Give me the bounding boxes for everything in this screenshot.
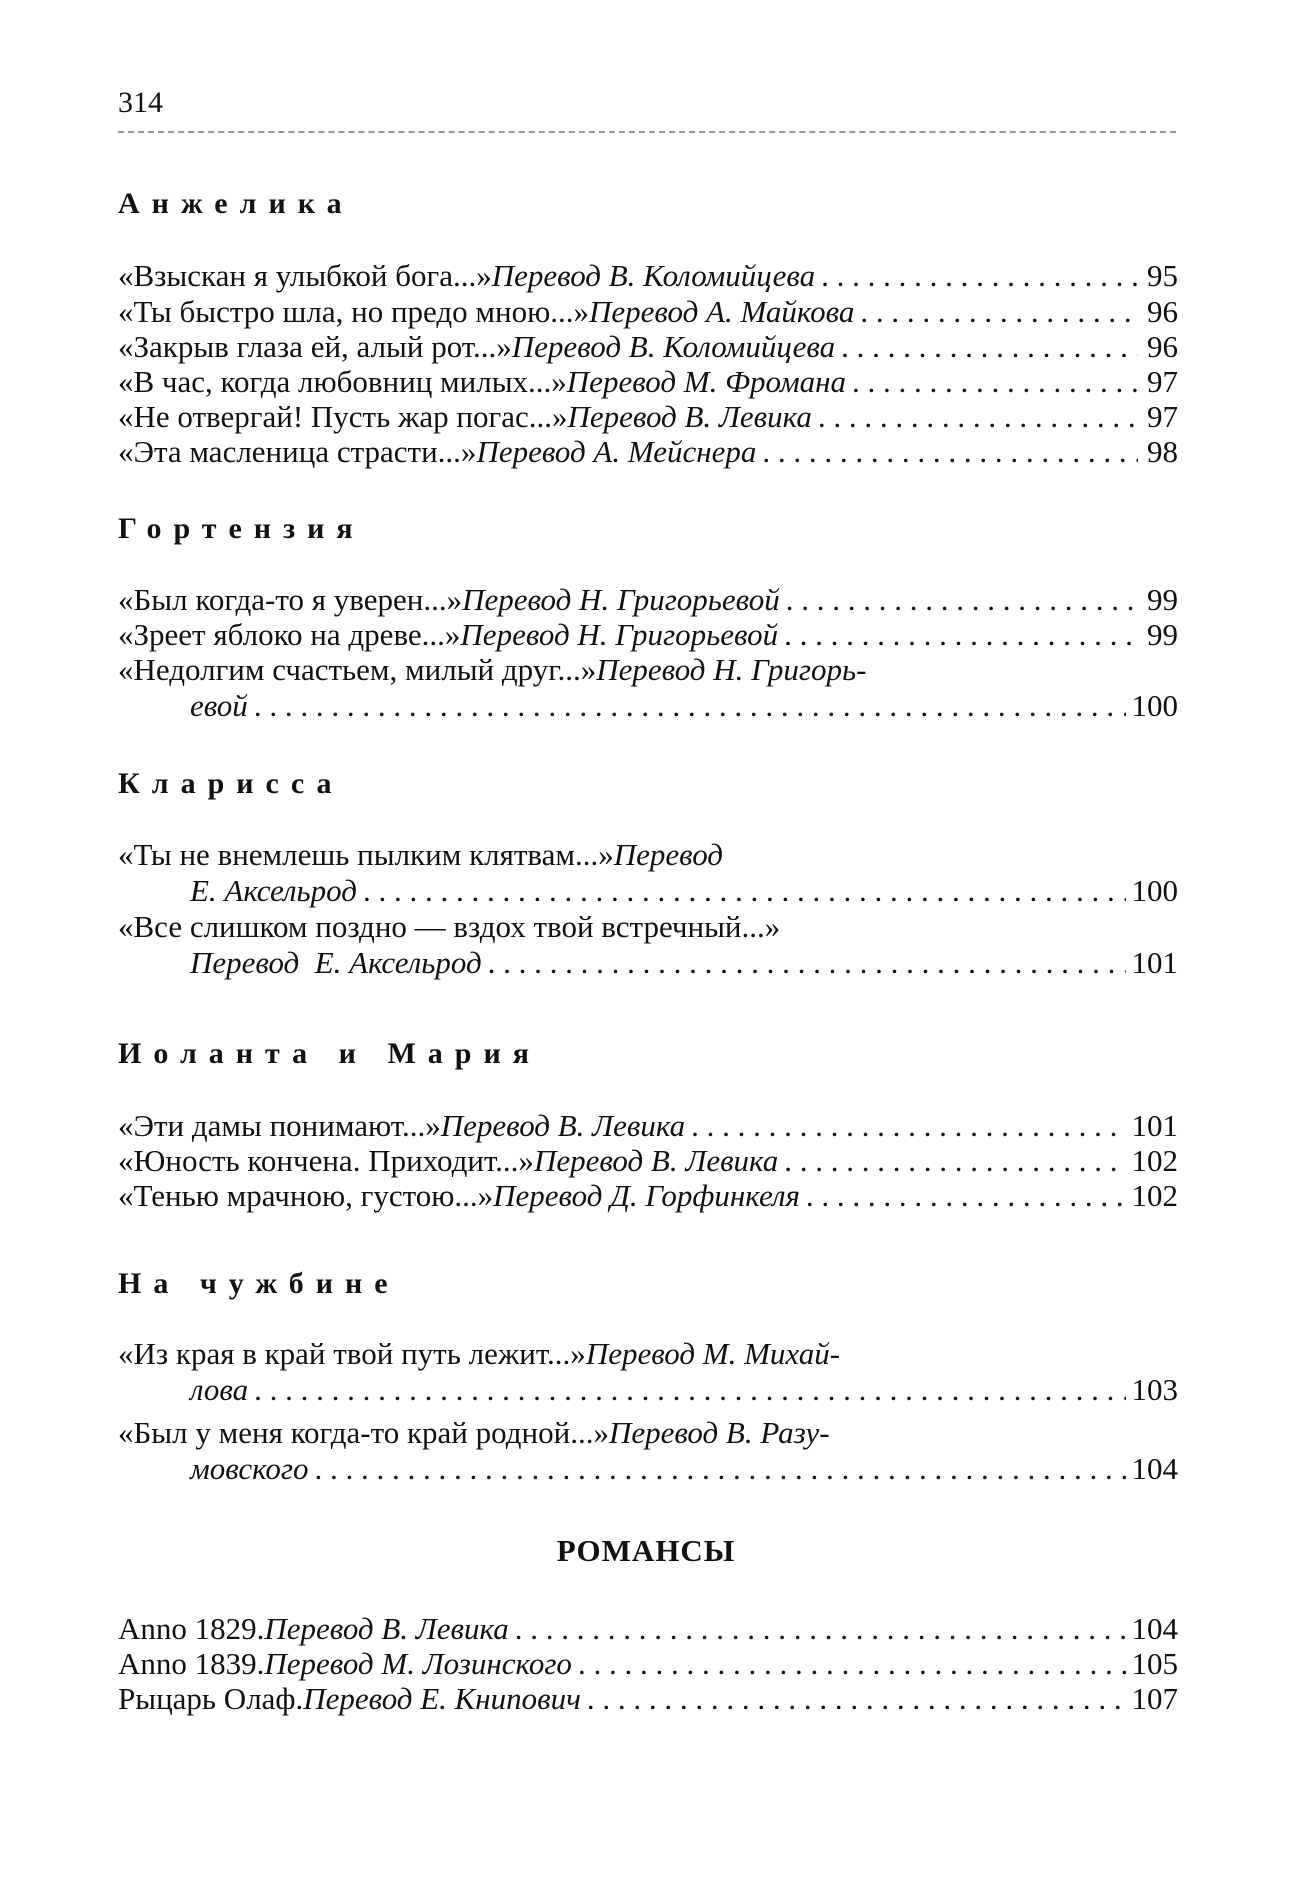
toc-entry (118, 1611, 1178, 1647)
toc-entry (118, 294, 1178, 330)
section-heading-angelika: Анжелика (118, 187, 354, 220)
entry-title: «Эти дамы понимают...» (118, 1108, 441, 1143)
leader-dots (784, 1143, 1125, 1179)
entry-translator: Перевод В. Левика (533, 1143, 779, 1178)
entry-page: 97 (1147, 364, 1178, 399)
toc-entry (118, 1681, 1178, 1717)
entry-page: 100 (1131, 688, 1178, 723)
leader-dots (841, 329, 1138, 365)
leader-dots (254, 688, 1126, 724)
leader-dots (488, 945, 1126, 981)
toc-entry (118, 329, 1178, 365)
leader-dots (578, 1646, 1126, 1682)
entry-translator: Перевод М. Лозинского (264, 1646, 572, 1681)
entry-page: 101 (1131, 1108, 1178, 1143)
entry-title: «Зреет яблоко на древе...» (118, 617, 461, 652)
entry-page: 98 (1147, 434, 1178, 469)
entry-translator: Перевод В. Левика (440, 1108, 686, 1143)
toc-entry (118, 1646, 1178, 1682)
entry-title: «Из края в край твой путь лежит...» (118, 1336, 586, 1371)
entry-translator-continued: лова (190, 1372, 249, 1407)
entry-page: 101 (1131, 945, 1178, 980)
leader-dots (515, 1611, 1126, 1647)
entry-title: «Тенью мрачною, густою...» (118, 1178, 494, 1213)
section-heading-hortense: Гортензия (118, 512, 365, 545)
entry-translator: Перевод Д. Горфинкеля (493, 1178, 800, 1213)
entry-translator: Перевод В. Левика (264, 1611, 509, 1646)
toc-entry (118, 837, 1178, 909)
entry-page: 96 (1147, 329, 1178, 364)
leader-dots (691, 1108, 1125, 1144)
entry-translator: Перевод А. Майкова (589, 294, 855, 329)
entry-translator: Перевод Н. Григорьевой (462, 582, 780, 617)
toc-entry (118, 582, 1178, 618)
leader-dots (254, 1372, 1125, 1408)
entry-title: «Не отвергай! Пусть жар погас...» (118, 399, 568, 434)
entry-translator: Перевод Е. Книпович (303, 1681, 581, 1716)
entry-title: «В час, когда любовниц милых...» (118, 364, 567, 399)
entry-title: «Ты не внемлешь пылким клятвам...» (118, 837, 614, 872)
entry-title: «Был когда-то я уверен...» (118, 582, 463, 617)
entry-title: «Был у меня когда-то край родной...» (118, 1415, 609, 1450)
entry-translator-continued: евой (190, 688, 248, 723)
entry-page: 95 (1147, 258, 1178, 293)
entry-translator: Перевод (613, 837, 723, 872)
entry-title: «Эта масленица страсти...» (118, 434, 477, 469)
entry-page: 100 (1131, 873, 1178, 908)
toc-entry (118, 1108, 1178, 1144)
entry-translator-continued: Перевод Е. Аксельрод (190, 945, 482, 980)
entry-translator: Перевод Н. Григорь- (596, 652, 867, 687)
leader-dots (821, 258, 1138, 294)
entry-page: 103 (1131, 1372, 1178, 1407)
entry-page: 96 (1147, 294, 1178, 329)
leader-dots (860, 294, 1138, 330)
leader-dots (315, 1451, 1126, 1487)
entry-title: «Недолгим счастьем, милый друг...» (118, 652, 597, 687)
entry-title: Anno 1839. (118, 1646, 265, 1681)
entry-page: 99 (1147, 582, 1178, 617)
entry-translator: Перевод В. Разу- (608, 1415, 830, 1450)
entry-page: 102 (1131, 1143, 1178, 1178)
toc-entry (118, 1415, 1178, 1487)
entry-title: «Юность кончена. Приходит...» (118, 1143, 534, 1178)
toc-entry (118, 1178, 1178, 1214)
entry-translator: Перевод В. Коломийцева (491, 258, 816, 293)
toc-entry (118, 364, 1178, 400)
entry-translator: Перевод В. Коломийцева (511, 329, 836, 364)
entry-page: 102 (1131, 1178, 1178, 1213)
entry-title: «Закрыв глаза ей, алый рот...» (118, 329, 512, 364)
entry-page: 107 (1131, 1681, 1178, 1716)
toc-entry (118, 434, 1178, 470)
section-heading-abroad: На чужбине (118, 1267, 400, 1300)
entry-translator: Перевод В. Левика (567, 399, 812, 434)
leader-dots (784, 617, 1138, 653)
leader-dots (762, 434, 1138, 470)
toc-entry (118, 258, 1178, 294)
section-heading-clarissa: Кларисса (118, 767, 344, 800)
entry-translator-continued: Е. Аксельрод (190, 873, 357, 908)
toc-entry (118, 1336, 1178, 1408)
toc-entry (118, 617, 1178, 653)
section-heading-iolanta-maria: Иоланта и Мария (118, 1037, 541, 1070)
leader-dots (806, 1178, 1126, 1214)
entry-translator: Перевод А. Мейснера (476, 434, 757, 469)
leader-dots (818, 399, 1138, 435)
toc-entry (118, 652, 1178, 724)
entry-title: «Ты быстро шла, но предо мною...» (118, 294, 590, 329)
entry-page: 97 (1147, 399, 1178, 434)
leader-dots (363, 873, 1126, 909)
entry-title: «Все слишком поздно — вздох твой встречный...» (118, 909, 781, 944)
major-heading-romances: РОМАНСЫ (556, 1533, 736, 1568)
page-number: 314 (118, 86, 163, 119)
entry-page: 104 (1131, 1451, 1178, 1486)
entry-title: Рыцарь Олаф. (118, 1681, 304, 1716)
entry-page: 99 (1147, 617, 1178, 652)
entry-translator: Перевод М. Фромана (566, 364, 847, 399)
leader-dots (786, 582, 1138, 618)
toc-entry (118, 399, 1178, 435)
entry-translator-continued: мовского (190, 1451, 309, 1486)
entry-translator: Перевод Н. Григорьевой (460, 617, 779, 652)
header-rule (118, 131, 1176, 133)
entry-page: 105 (1131, 1646, 1178, 1681)
entry-title: Anno 1829. (118, 1611, 265, 1646)
leader-dots (852, 364, 1138, 400)
toc-entry (118, 1143, 1178, 1179)
entry-page: 104 (1131, 1611, 1178, 1646)
toc-entry (118, 909, 1178, 981)
entry-translator: Перевод М. Михай- (585, 1336, 841, 1371)
leader-dots (587, 1681, 1126, 1717)
entry-title: «Взыскан я улыбкой бога...» (118, 258, 492, 293)
